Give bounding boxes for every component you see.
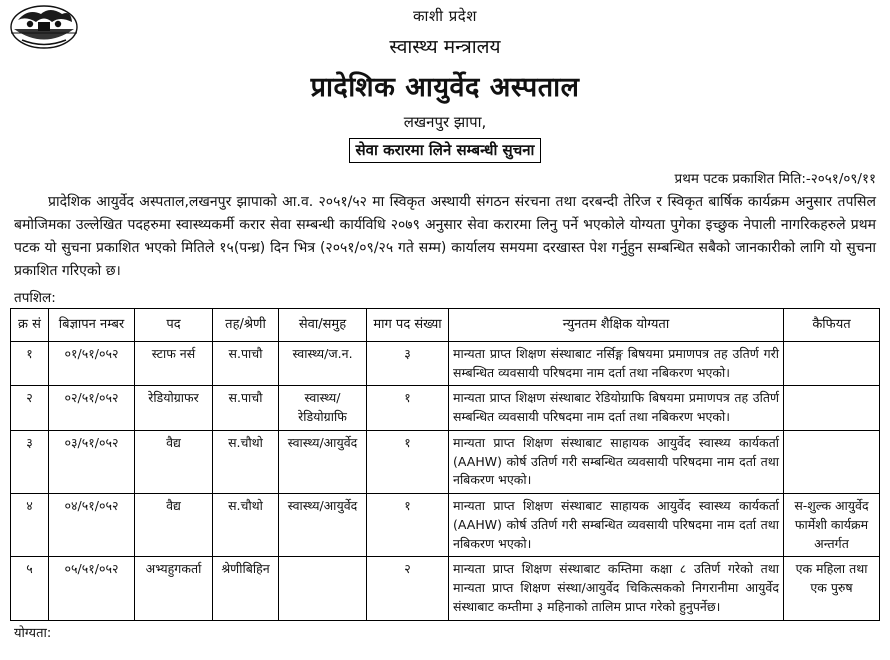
ministry-name: स्वास्थ्य मन्त्रालय xyxy=(389,36,501,58)
document-header xyxy=(10,6,880,163)
office-address: लखनपुर झापा, xyxy=(403,113,487,131)
cell-remarks: स-शुल्क आयुर्वेद फार्मेशी कार्यक्रम अन्तर्गत xyxy=(784,494,880,557)
col-header-num: माग पद संख्या xyxy=(367,309,449,342)
cell-remarks xyxy=(784,430,880,493)
cell-num: १ xyxy=(367,494,449,557)
table-row xyxy=(11,557,880,620)
cell-ad-no: ०५/५१/०५२ xyxy=(49,557,135,620)
table-header-row xyxy=(11,309,880,342)
col-header-qualification: न्युनतम शैक्षिक योग्यता xyxy=(449,309,784,342)
cell-num: १ xyxy=(367,430,449,493)
cell-level: स.पाचौ xyxy=(213,341,279,386)
cell-level: स.पाचौ xyxy=(213,386,279,431)
cell-sn: १ xyxy=(11,341,49,386)
cell-remarks xyxy=(784,341,880,386)
province-name: काशी प्रदेश xyxy=(413,7,477,25)
cell-post: रेडियोग्राफर xyxy=(135,386,213,431)
table-row xyxy=(11,430,880,493)
cell-group: स्वास्थ्य/ज.न. xyxy=(279,341,367,386)
cell-post: अभ्यहुगकर्ता xyxy=(135,557,213,620)
cell-level: स.चौथो xyxy=(213,430,279,493)
cell-post: वैद्य xyxy=(135,494,213,557)
cell-sn: ३ xyxy=(11,430,49,493)
vacancy-table xyxy=(10,308,880,620)
cell-qualification: मान्यता प्राप्त शिक्षण संस्थाबाट रेडियोग्राफि बिषयमा प्रमाणपत्र तह उतिर्ण सम्बन्धित व्यवसायी परिषदमा नाम दर्ता तथा नबिकरण भएको। xyxy=(449,386,784,431)
details-label: तपशिल: xyxy=(14,290,56,307)
cell-group: स्वास्थ्य/आयुर्वेद xyxy=(279,430,367,493)
office-name: प्रादेशिक आयुर्वेद अस्पताल xyxy=(310,72,580,103)
cell-remarks: एक महिला तथा एक पुरुष xyxy=(784,557,880,620)
col-header-group: सेवा/समुह xyxy=(279,309,367,342)
footer-truncated-text: योग्यता: xyxy=(14,625,52,637)
col-header-sn: क्र सं xyxy=(11,309,49,342)
table-row xyxy=(11,341,880,386)
cell-qualification: मान्यता प्राप्त शिक्षण संस्थाबाट कम्तिमा कक्षा ८ उतिर्ण गरेको तथा मान्यता प्राप्त शिक्षण संस्था/आयुर्वेद चिकित्सकको निगरानीमा आयुर्वेद संस्थाबाट कम्तीमा ३ महिनाको तालिम प्राप्त गरेको हुनुपर्नेछ। xyxy=(449,557,784,620)
cell-level: स.चौथो xyxy=(213,494,279,557)
cell-num: १ xyxy=(367,386,449,431)
col-header-level: तह/श्रेणी xyxy=(213,309,279,342)
col-header-remarks: कैफियत xyxy=(784,309,880,342)
cell-num: २ xyxy=(367,557,449,620)
cell-group xyxy=(279,557,367,620)
cell-qualification: मान्यता प्राप्त शिक्षण संस्थाबाट साहायक आयुर्वेद स्वास्थ्य कार्यकर्ता (AAHW) कोर्ष उतिर्ण गरी सम्बन्धित व्यवसायी परिषदमा नाम दर्ता तथा नबिकरण भएको। xyxy=(449,494,784,557)
nepal-emblem-icon xyxy=(8,2,80,52)
cell-sn: २ xyxy=(11,386,49,431)
table-row xyxy=(11,494,880,557)
notice-title: सेवा करारमा लिने सम्बन्धी सुचना xyxy=(349,138,542,163)
col-header-post: पद xyxy=(135,309,213,342)
cell-ad-no: ०२/५१/०५२ xyxy=(49,386,135,431)
cell-ad-no: ०१/५१/०५२ xyxy=(49,341,135,386)
cell-ad-no: ०३/५१/०५२ xyxy=(49,430,135,493)
table-row xyxy=(11,386,880,431)
notice-body-paragraph: प्रादेशिक आयुर्वेद अस्पताल,लखनपुर झापाको आ.व. २०५१/५२ मा स्विकृत अस्थायी संगठन संरचना तथा दरबन्दी तेरिज र स्विकृत बार्षिक कार्यक्रम अनुसार तपसिल बमोजिमका उल्लेखित पदहरुमा स्वास्थ्यकर्मी करार सेवा सम्बन्धी कार्यविधि २०७९ अनुसार सेवा करारमा लिनु पर्ने भएकोले योग्यता पुगेका इच्छुक नेपाली नागरिकहरुले प्रथम पटक यो सुचना प्रकाशित भएको मितिले १५(पन्ध्र) दिन भित्र (२०५१/०९/२५ गते सम्म) कार्यालय समयमा दरखास्त पेश गर्नुहुन सम्बन्धित सबैको जानकारीको लागि यो सुचना प्रकाशित गरिएको छ। xyxy=(14,194,876,280)
cell-sn: ४ xyxy=(11,494,49,557)
publication-date: प्रथम पटक प्रकाशित मिति:-२०५१/०९/११ xyxy=(674,171,876,187)
cell-qualification: मान्यता प्राप्त शिक्षण संस्थाबाट साहायक आयुर्वेद स्वास्थ्य कार्यकर्ता (AAHW) कोर्ष उतिर्ण गरी सम्बन्धित व्यवसायी परिषदमा नाम दर्ता तथा नबिकरण भएको। xyxy=(449,430,784,493)
cell-post: वैद्य xyxy=(135,430,213,493)
cell-remarks xyxy=(784,386,880,431)
cell-level: श्रेणीबिहिन xyxy=(213,557,279,620)
col-header-ad-no: बिज्ञापन नम्बर xyxy=(49,309,135,342)
cell-group: स्वास्थ्य/आयुर्वेद xyxy=(279,494,367,557)
cell-ad-no: ०४/५१/०५२ xyxy=(49,494,135,557)
cell-qualification: मान्यता प्राप्त शिक्षण संस्थाबाट नर्सिङ्ग बिषयमा प्रमाणपत्र तह उतिर्ण गरी सम्बन्धित व्यवसायी परिषदमा नाम दर्ता तथा नबिकरण भएको। xyxy=(449,341,784,386)
cell-sn: ५ xyxy=(11,557,49,620)
cell-num: ३ xyxy=(367,341,449,386)
cell-post: स्टाफ नर्स xyxy=(135,341,213,386)
cell-group: स्वास्थ्य/ रेडियोग्राफि xyxy=(279,386,367,431)
